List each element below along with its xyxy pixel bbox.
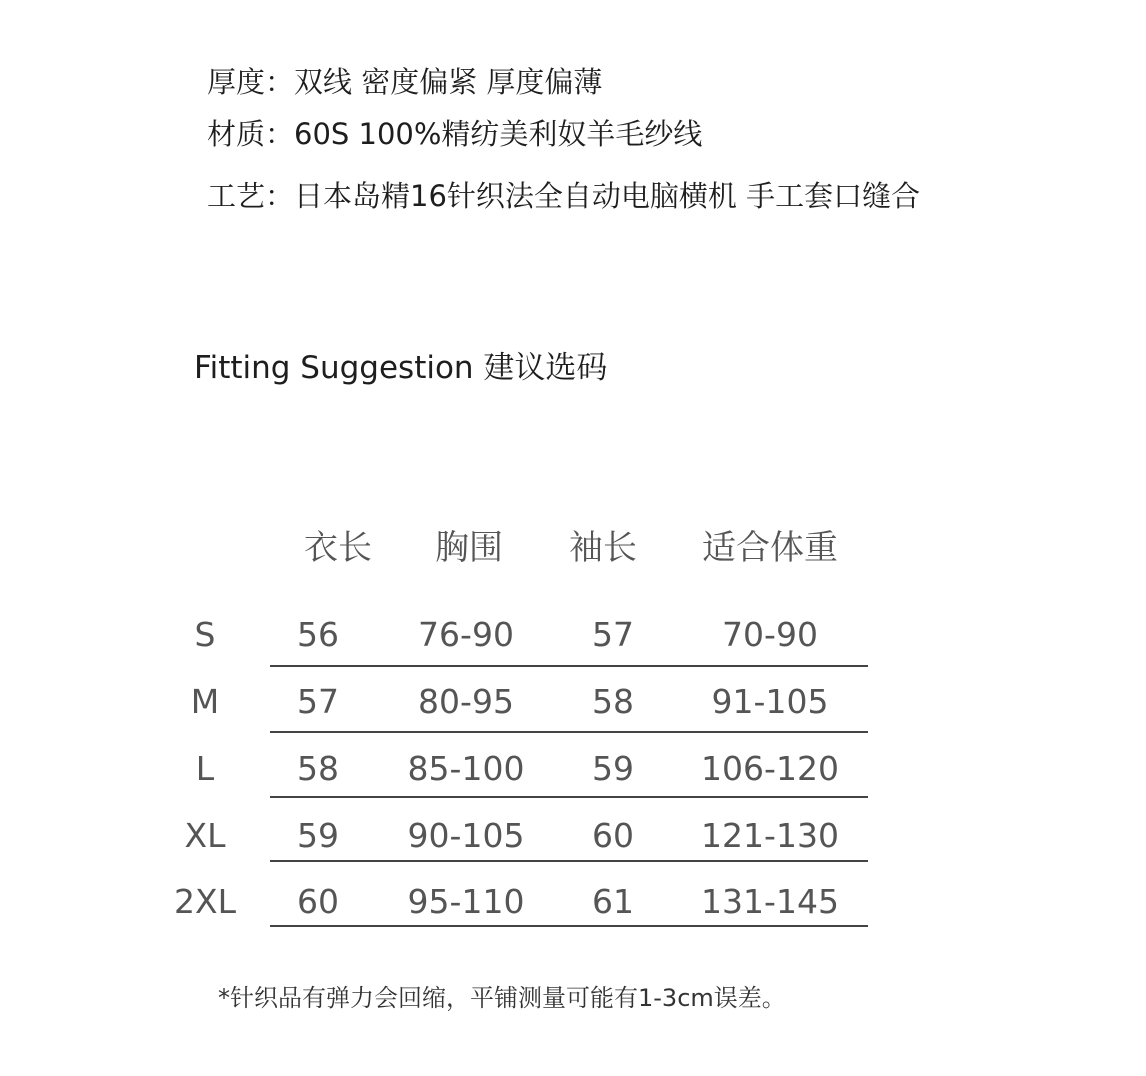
- sleeve-value: 61: [592, 882, 634, 921]
- fitting-suggestion-title: Fitting Suggestion 建议选码: [194, 350, 608, 386]
- table-row: [0, 613, 1146, 657]
- weight-value: 106-120: [701, 749, 839, 788]
- size-label: S: [194, 615, 216, 654]
- row-divider: [270, 796, 868, 798]
- spec-material: 材质：60S 100%精纺美利奴羊毛纱线: [207, 117, 703, 151]
- length-value: 56: [297, 615, 339, 654]
- sleeve-value: 58: [592, 682, 634, 721]
- length-value: 57: [297, 682, 339, 721]
- length-value: 60: [297, 882, 339, 921]
- row-divider: [270, 731, 868, 733]
- table-row: [0, 680, 1146, 724]
- chest-value: 76-90: [418, 615, 514, 654]
- header-chest: 胸围: [435, 528, 503, 568]
- chest-value: 80-95: [418, 682, 514, 721]
- size-label: 2XL: [174, 882, 236, 921]
- chest-value: 90-105: [407, 816, 525, 855]
- measurement-note: *针织品有弹力会回缩，平铺测量可能有1-3cm误差。: [218, 984, 786, 1012]
- header-length: 衣长: [304, 528, 372, 568]
- spec-craft: 工艺：日本岛精16针织法全自动电脑横机 手工套口缝合: [207, 179, 921, 213]
- sleeve-value: 59: [592, 749, 634, 788]
- sleeve-value: 60: [592, 816, 634, 855]
- weight-value: 91-105: [711, 682, 829, 721]
- chest-value: 95-110: [407, 882, 525, 921]
- spec-thickness: 厚度：双线 密度偏紧 厚度偏薄: [207, 65, 603, 99]
- header-sleeve: 袖长: [569, 528, 637, 568]
- row-divider: [270, 665, 868, 667]
- table-row: [0, 814, 1146, 858]
- size-label: XL: [184, 816, 226, 855]
- table-row: [0, 880, 1146, 924]
- chest-value: 85-100: [407, 749, 525, 788]
- size-label: L: [195, 749, 215, 788]
- header-weight: 适合体重: [702, 528, 838, 568]
- row-divider: [270, 925, 868, 927]
- weight-value: 121-130: [701, 816, 839, 855]
- size-label: M: [190, 682, 220, 721]
- row-divider: [270, 860, 868, 862]
- weight-value: 131-145: [701, 882, 839, 921]
- table-row: [0, 747, 1146, 791]
- weight-value: 70-90: [722, 615, 818, 654]
- sleeve-value: 57: [592, 615, 634, 654]
- length-value: 59: [297, 816, 339, 855]
- length-value: 58: [297, 749, 339, 788]
